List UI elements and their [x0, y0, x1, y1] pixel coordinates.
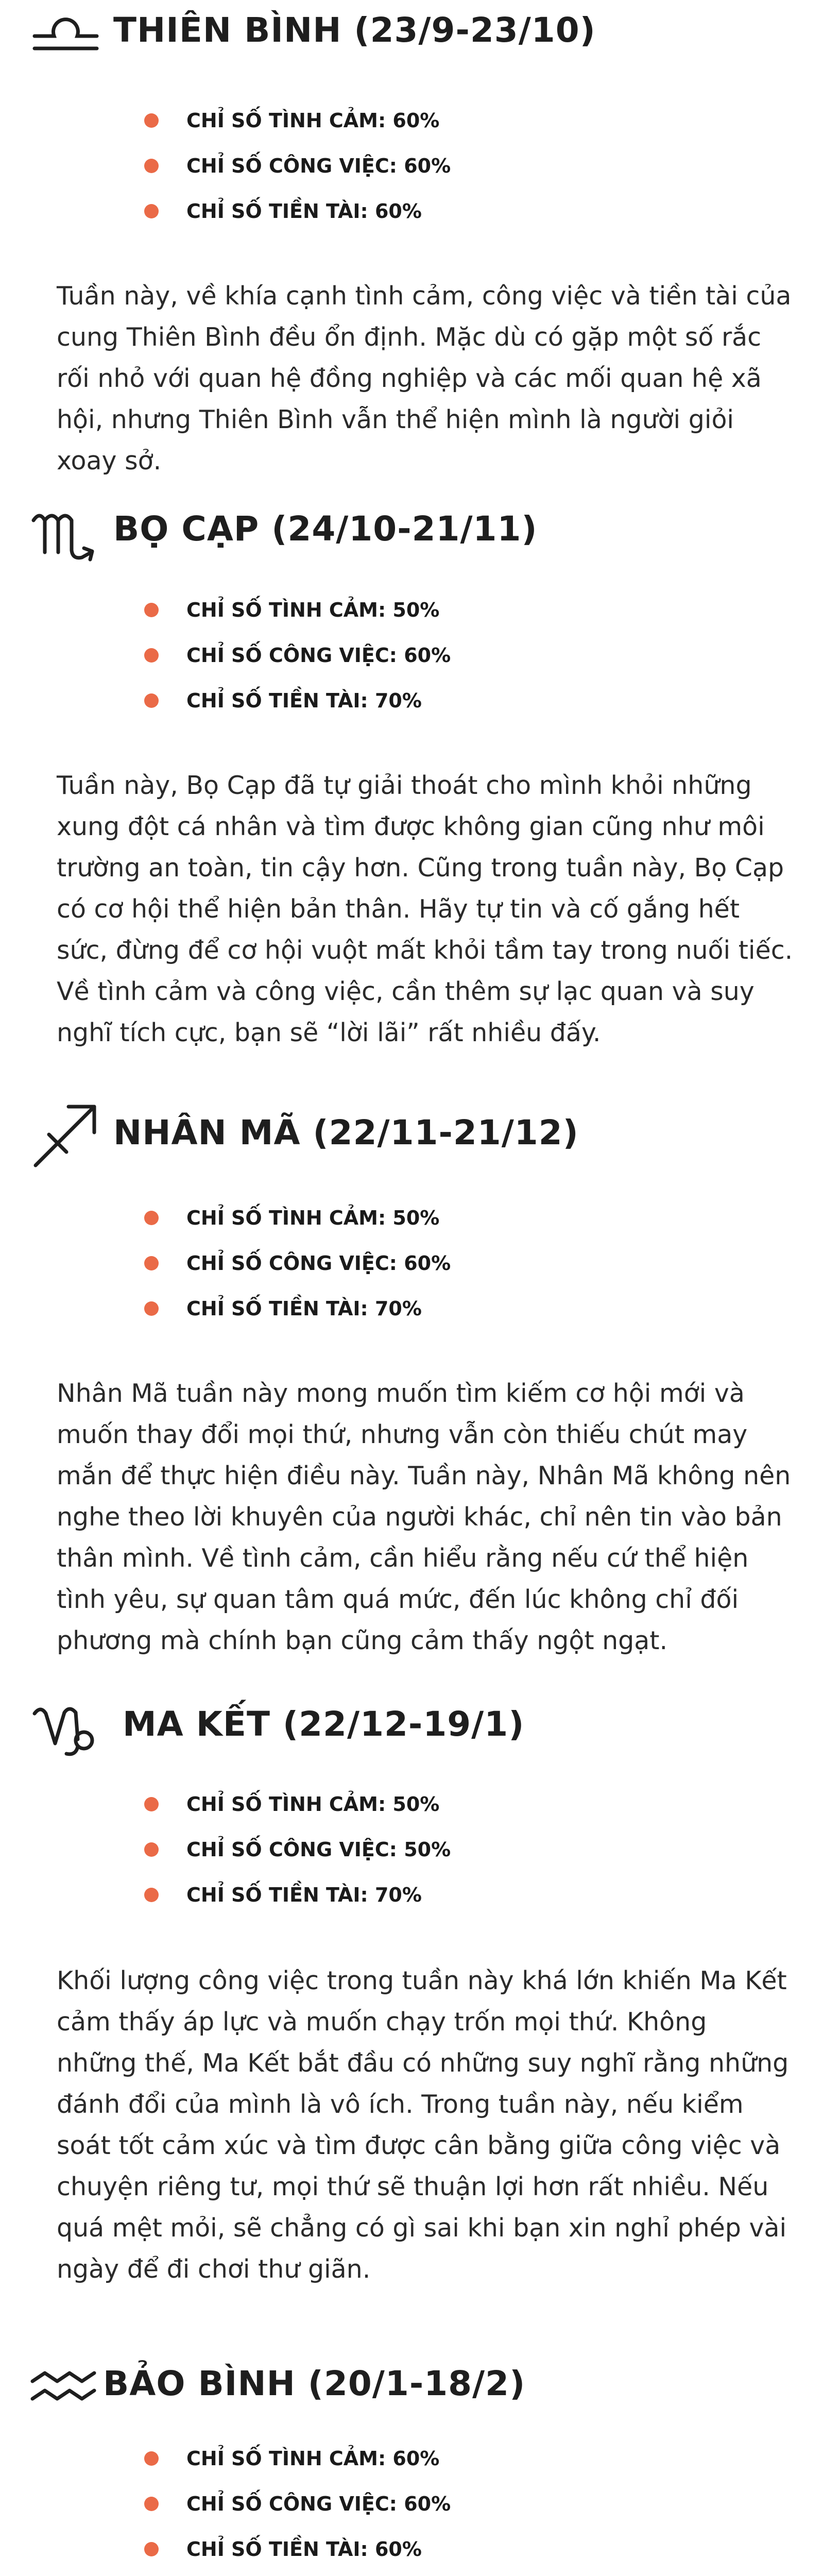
sign-title: NHÂN MÃ (22/11-21/12) [113, 1113, 579, 1153]
sign-description: Tuần này, về khía cạnh tình cảm, công việc và tiền tài của cung Thiên Bình đều ổn định. Mặc dù có gặp một số rắc rối nhỏ với quan hệ đồng nghiệp và các mối quan hệ xã hội, nhưng Thiên Bình vẫn thể hiện mình là người giỏi xoay sở. [57, 281, 792, 476]
sign-heading [0, 0, 823, 82]
stats-list [144, 587, 451, 723]
stats-list [144, 1782, 451, 1918]
bullet-dot [144, 1888, 159, 1902]
bullet-dot [144, 603, 159, 617]
sign-title: BỌ CẠP (24/10-21/11) [113, 509, 538, 549]
stat-love: CHỈ SỐ TÌNH CẢM: 50% [144, 1782, 451, 1827]
stat-love: CHỈ SỐ TÌNH CẢM: 60% [144, 98, 451, 143]
stat-money: CHỈ SỐ TIỀN TÀI: 60% [144, 2527, 451, 2572]
bullet-dot [144, 2451, 159, 2466]
sign-heading [0, 495, 823, 577]
bullet-dot [144, 2497, 159, 2511]
sign-title: THIÊN BÌNH (23/9-23/10) [113, 10, 596, 50]
stat-work: CHỈ SỐ CÔNG VIỆC: 60% [144, 633, 451, 678]
sign-title: BẢO BÌNH (20/1-18/2) [103, 2364, 526, 2403]
bullet-dot [144, 2542, 159, 2556]
capricorn-icon [28, 1690, 103, 1765]
bullet-dot [144, 1211, 159, 1225]
stat-work: CHỈ SỐ CÔNG VIỆC: 60% [144, 2481, 451, 2527]
bullet-dot [144, 693, 159, 708]
stat-love: CHỈ SỐ TÌNH CẢM: 50% [144, 587, 451, 633]
stat-work: CHỈ SỐ CÔNG VIỆC: 50% [144, 1827, 451, 1872]
stat-money: CHỈ SỐ TIỀN TÀI: 60% [144, 189, 451, 234]
stat-work: CHỈ SỐ CÔNG VIỆC: 60% [144, 143, 451, 189]
stat-work: CHỈ SỐ CÔNG VIỆC: 60% [144, 1241, 451, 1286]
sign-description: Tuần này, Bọ Cạp đã tự giải thoát cho mình khỏi những xung đột cá nhân và tìm được không gian cũng như môi trường an toàn, tin cậy hơn. Cũng trong tuần này, Bọ Cạp có cơ hội thể hiện bản thân. Hãy tự tin và cố gắng hết sức, đừng để cơ hội vuột mất khỏi tầm tay trong nuối tiếc. Về tình cảm và công việc, cần thêm sự lạc quan và suy nghĩ tích cực, bạn sẽ “lời lãi” rất nhiều đấy. [57, 771, 793, 1047]
stat-love: CHỈ SỐ TÌNH CẢM: 50% [144, 1195, 451, 1241]
sign-title: MA KẾT (22/12-19/1) [123, 1704, 525, 1744]
bullet-dot [144, 1301, 159, 1316]
stat-money: CHỈ SỐ TIỀN TÀI: 70% [144, 678, 451, 723]
stat-money: CHỈ SỐ TIỀN TÀI: 70% [144, 1286, 451, 1331]
scorpio-icon [28, 495, 103, 569]
stats-list [144, 1195, 451, 1331]
sagittarius-icon [28, 1097, 103, 1172]
bullet-dot [144, 1797, 159, 1811]
stat-love: CHỈ SỐ TÌNH CẢM: 60% [144, 2436, 451, 2481]
stats-list [144, 98, 451, 234]
sign-description: Nhân Mã tuần này mong muốn tìm kiếm cơ hội mới và muốn thay đổi mọi thứ, nhưng vẫn còn thiếu chút may mắn để thực hiện điều này. Tuần này, Nhân Mã không nên nghe theo lời khuyên của người khác, chỉ nên tin vào bản thân mình. Về tình cảm, cần hiểu rằng nếu cứ thể hiện tình yêu, sự quan tâm quá mức, đến lúc không chỉ đối phương mà chính bạn cũng cảm thấy ngột ngạt. [57, 1379, 791, 1655]
bullet-dot [144, 1256, 159, 1270]
stats-list [144, 2436, 451, 2572]
aquarius-icon [28, 2354, 103, 2429]
libra-icon [28, 0, 103, 71]
sign-description: Khối lượng công việc trong tuần này khá lớn khiến Ma Kết cảm thấy áp lực và muốn chạy trốn mọi thứ. Không những thế, Ma Kết bắt đầu có những suy nghĩ rằng những đánh đổi của mình là vô ích. Trong tuần này, nếu kiểm soát tốt cảm xúc và tìm được cân bằng giữa công việc và chuyện riêng tư, mọi thứ sẽ thuận lợi hơn rất nhiều. Nếu quá mệt mỏi, sẽ chẳng có gì sai khi bạn xin nghỉ phép vài ngày để đi chơi thư giãn. [57, 1966, 789, 2284]
bullet-dot [144, 1842, 159, 1857]
bullet-dot [144, 113, 159, 128]
bullet-dot [144, 648, 159, 663]
bullet-dot [144, 204, 159, 218]
stat-money: CHỈ SỐ TIỀN TÀI: 70% [144, 1872, 451, 1918]
bullet-dot [144, 159, 159, 173]
sign-heading [0, 2354, 823, 2437]
sign-heading [0, 1690, 823, 1772]
sign-heading [0, 1097, 823, 1180]
